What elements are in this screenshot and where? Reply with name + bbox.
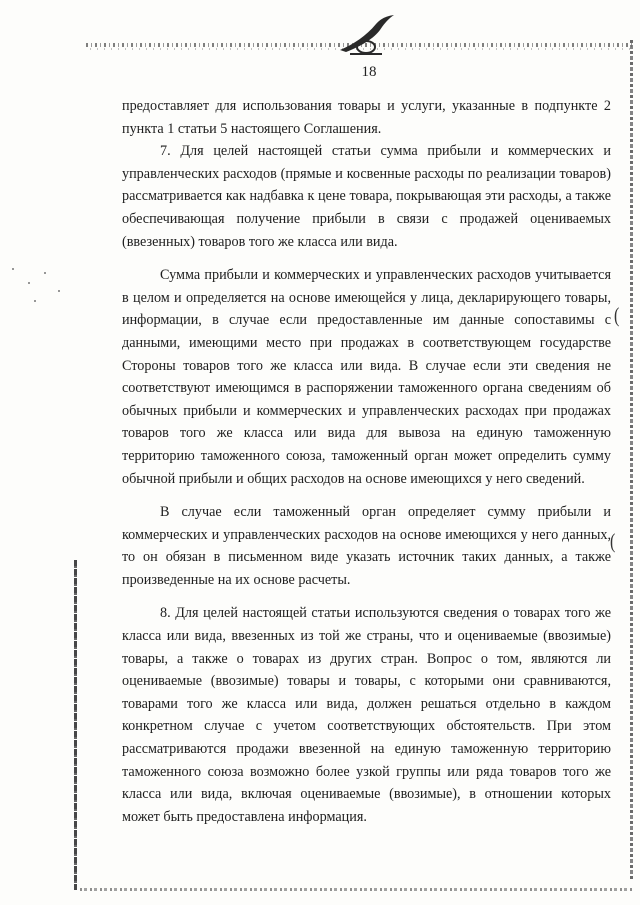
- scan-speck: [34, 300, 36, 302]
- page-number: 18: [361, 64, 377, 80]
- margin-bracket-mark: (: [614, 305, 620, 328]
- margin-bracket-mark: (: [610, 531, 616, 554]
- right-border-rule: [630, 40, 633, 880]
- paragraph-8: 8. Для целей настоящей статьи используются сведения о товарах того же класса или вида, ввезенных из той же страны, что и оцениваемые (ввозимые) товары, а также о товарах из других стран. Вопрос о том, являются ли оцениваемые (ввозимые) товары и товары, с которыми они сравниваются, товарами того же класса или вида, должен решаться отдельно в каждом конкретном случае с учетом соответствующих обстоятельств. При этом рассматриваются продажи ввезенной на единую таможенную территорию таможенного союза возможно более узкой группы или ряда товаров того же класса или вида, включая оцениваемые (ввозимые), в отношении которых может быть предоставлена информация.: [122, 605, 611, 825]
- document-body: [122, 95, 611, 828]
- scan-speck: [58, 290, 60, 292]
- scan-stamp-mark: [336, 14, 398, 56]
- paragraph-data-source: В случае если таможенный орган определяет сумму прибыли и коммерческих и управленческих расходов на основе имеющихся у него данных, то он обязан в письменном виде указать источник таких данных, а также произведенные на их основе расчеты.: [122, 504, 611, 588]
- bottom-border-rule: [80, 888, 632, 891]
- paragraph-continuation: предоставляет для использования товары и услуги, указанные в подпункте 2 пункта 1 статьи 5 настоящего Соглашения.: [122, 98, 611, 137]
- scan-speck: [12, 268, 14, 270]
- paragraph-profit-expenses: Сумма прибыли и коммерческих и управленческих расходов учитывается в целом и определяется на основе имеющейся у лица, декларирующего товары, информации, в случае если предоставленные им данные сопоставимы с данными, имеющими место при продажах в соответствующем государстве Стороны товаров того же класса или вида. В случае если эти сведения не соответствуют имеющимся в распоряжении таможенного органа сведениям об обычных прибыли и коммерческих и управленческих расходах при продажах товаров того же класса или вида для вывоза на единую таможенную территорию таможенного союза, таможенный орган может определить сумму обычной прибыли и общих расходов на основе имеющихся у него сведений.: [122, 267, 611, 487]
- scan-speck: [28, 282, 30, 284]
- scan-speck: [44, 272, 46, 274]
- paragraph-7: 7. Для целей настоящей статьи сумма прибыли и коммерческих и управленческих расходов (прямые и косвенные расходы по реализации товаров) рассматривается как надбавка к цене товара, покрывающая эти расходы, а также обеспечивающая получение прибыли в связи с продажей оцениваемых (ввезенных) товаров того же класса или вида.: [122, 143, 611, 250]
- left-border-rule: [74, 560, 77, 890]
